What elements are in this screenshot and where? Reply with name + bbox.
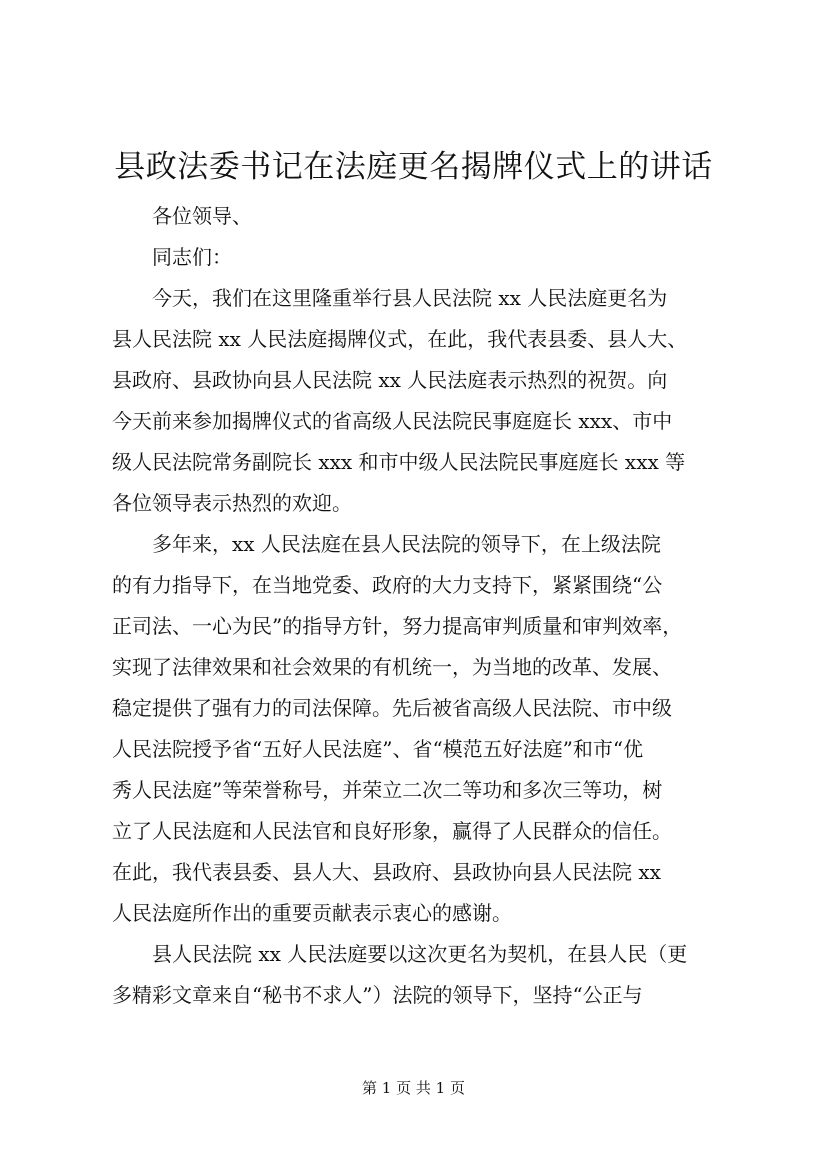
paragraph-line: 今天，我们在这里隆重举行县人民法院 xx 人民法庭更名为 xyxy=(152,286,668,310)
document-body xyxy=(112,196,742,1016)
page-footer: 第 1 页 共 1 页 xyxy=(362,1079,465,1097)
paragraph-line: 县人民法院 xx 人民法庭揭牌仪式，在此，我代表县委、县人大、 xyxy=(112,327,688,351)
paragraph-line: 人民法院授予省“五好人民法庭”、省“模范五好法庭”和市“优 xyxy=(112,737,644,761)
paragraph-line: 秀人民法庭”等荣誉称号，并荣立二次二等功和多次三等功，树 xyxy=(112,778,663,802)
paragraph-line: 级人民法院常务副院长 xxx 和市中级人民法院民事庭庭长 xxx 等 xyxy=(112,450,686,474)
paragraph-line: 多年来，xx 人民法庭在县人民法院的领导下，在上级法院 xyxy=(152,532,661,556)
paragraph-line: 今天前来参加揭牌仪式的省高级人民法院民事庭庭长 xxx、市中 xyxy=(112,409,673,433)
paragraph-line: 实现了法律效果和社会效果的有机统一，为当地的改革、发展、 xyxy=(112,655,672,679)
paragraph-line: 正司法、一心为民”的指导方针，努力提高审判质量和审判效率， xyxy=(112,614,683,638)
document-title: 县政法委书记在法庭更名揭牌仪式上的讲话 xyxy=(114,149,713,185)
greeting-line: 同志们： xyxy=(152,245,232,269)
paragraph-line: 人民法庭所作出的重要贡献表示衷心的感谢。 xyxy=(112,901,512,925)
paragraph-line: 县人民法院 xx 人民法庭要以这次更名为契机，在县人民（更 xyxy=(152,942,688,966)
paragraph-line: 的有力指导下，在当地党委、政府的大力支持下，紧紧围绕“公 xyxy=(112,573,663,597)
paragraph-line: 在此，我代表县委、县人大、县政府、县政协向县人民法院 xx xyxy=(112,860,661,884)
paragraph-line: 立了人民法庭和人民法官和良好形象，赢得了人民群众的信任。 xyxy=(112,819,672,843)
greeting-line: 各位领导、 xyxy=(152,204,252,228)
paragraph-line: 多精彩文章来自“秘书不求人”）法院的领导下，坚持“公正与 xyxy=(112,983,643,1007)
paragraph-line: 县政府、县政协向县人民法院 xx 人民法庭表示热烈的祝贺。向 xyxy=(112,368,668,392)
paragraph-line: 稳定提供了强有力的司法保障。先后被省高级人民法院、市中级 xyxy=(112,696,672,720)
paragraph-line: 各位领导表示热烈的欢迎。 xyxy=(112,491,352,515)
